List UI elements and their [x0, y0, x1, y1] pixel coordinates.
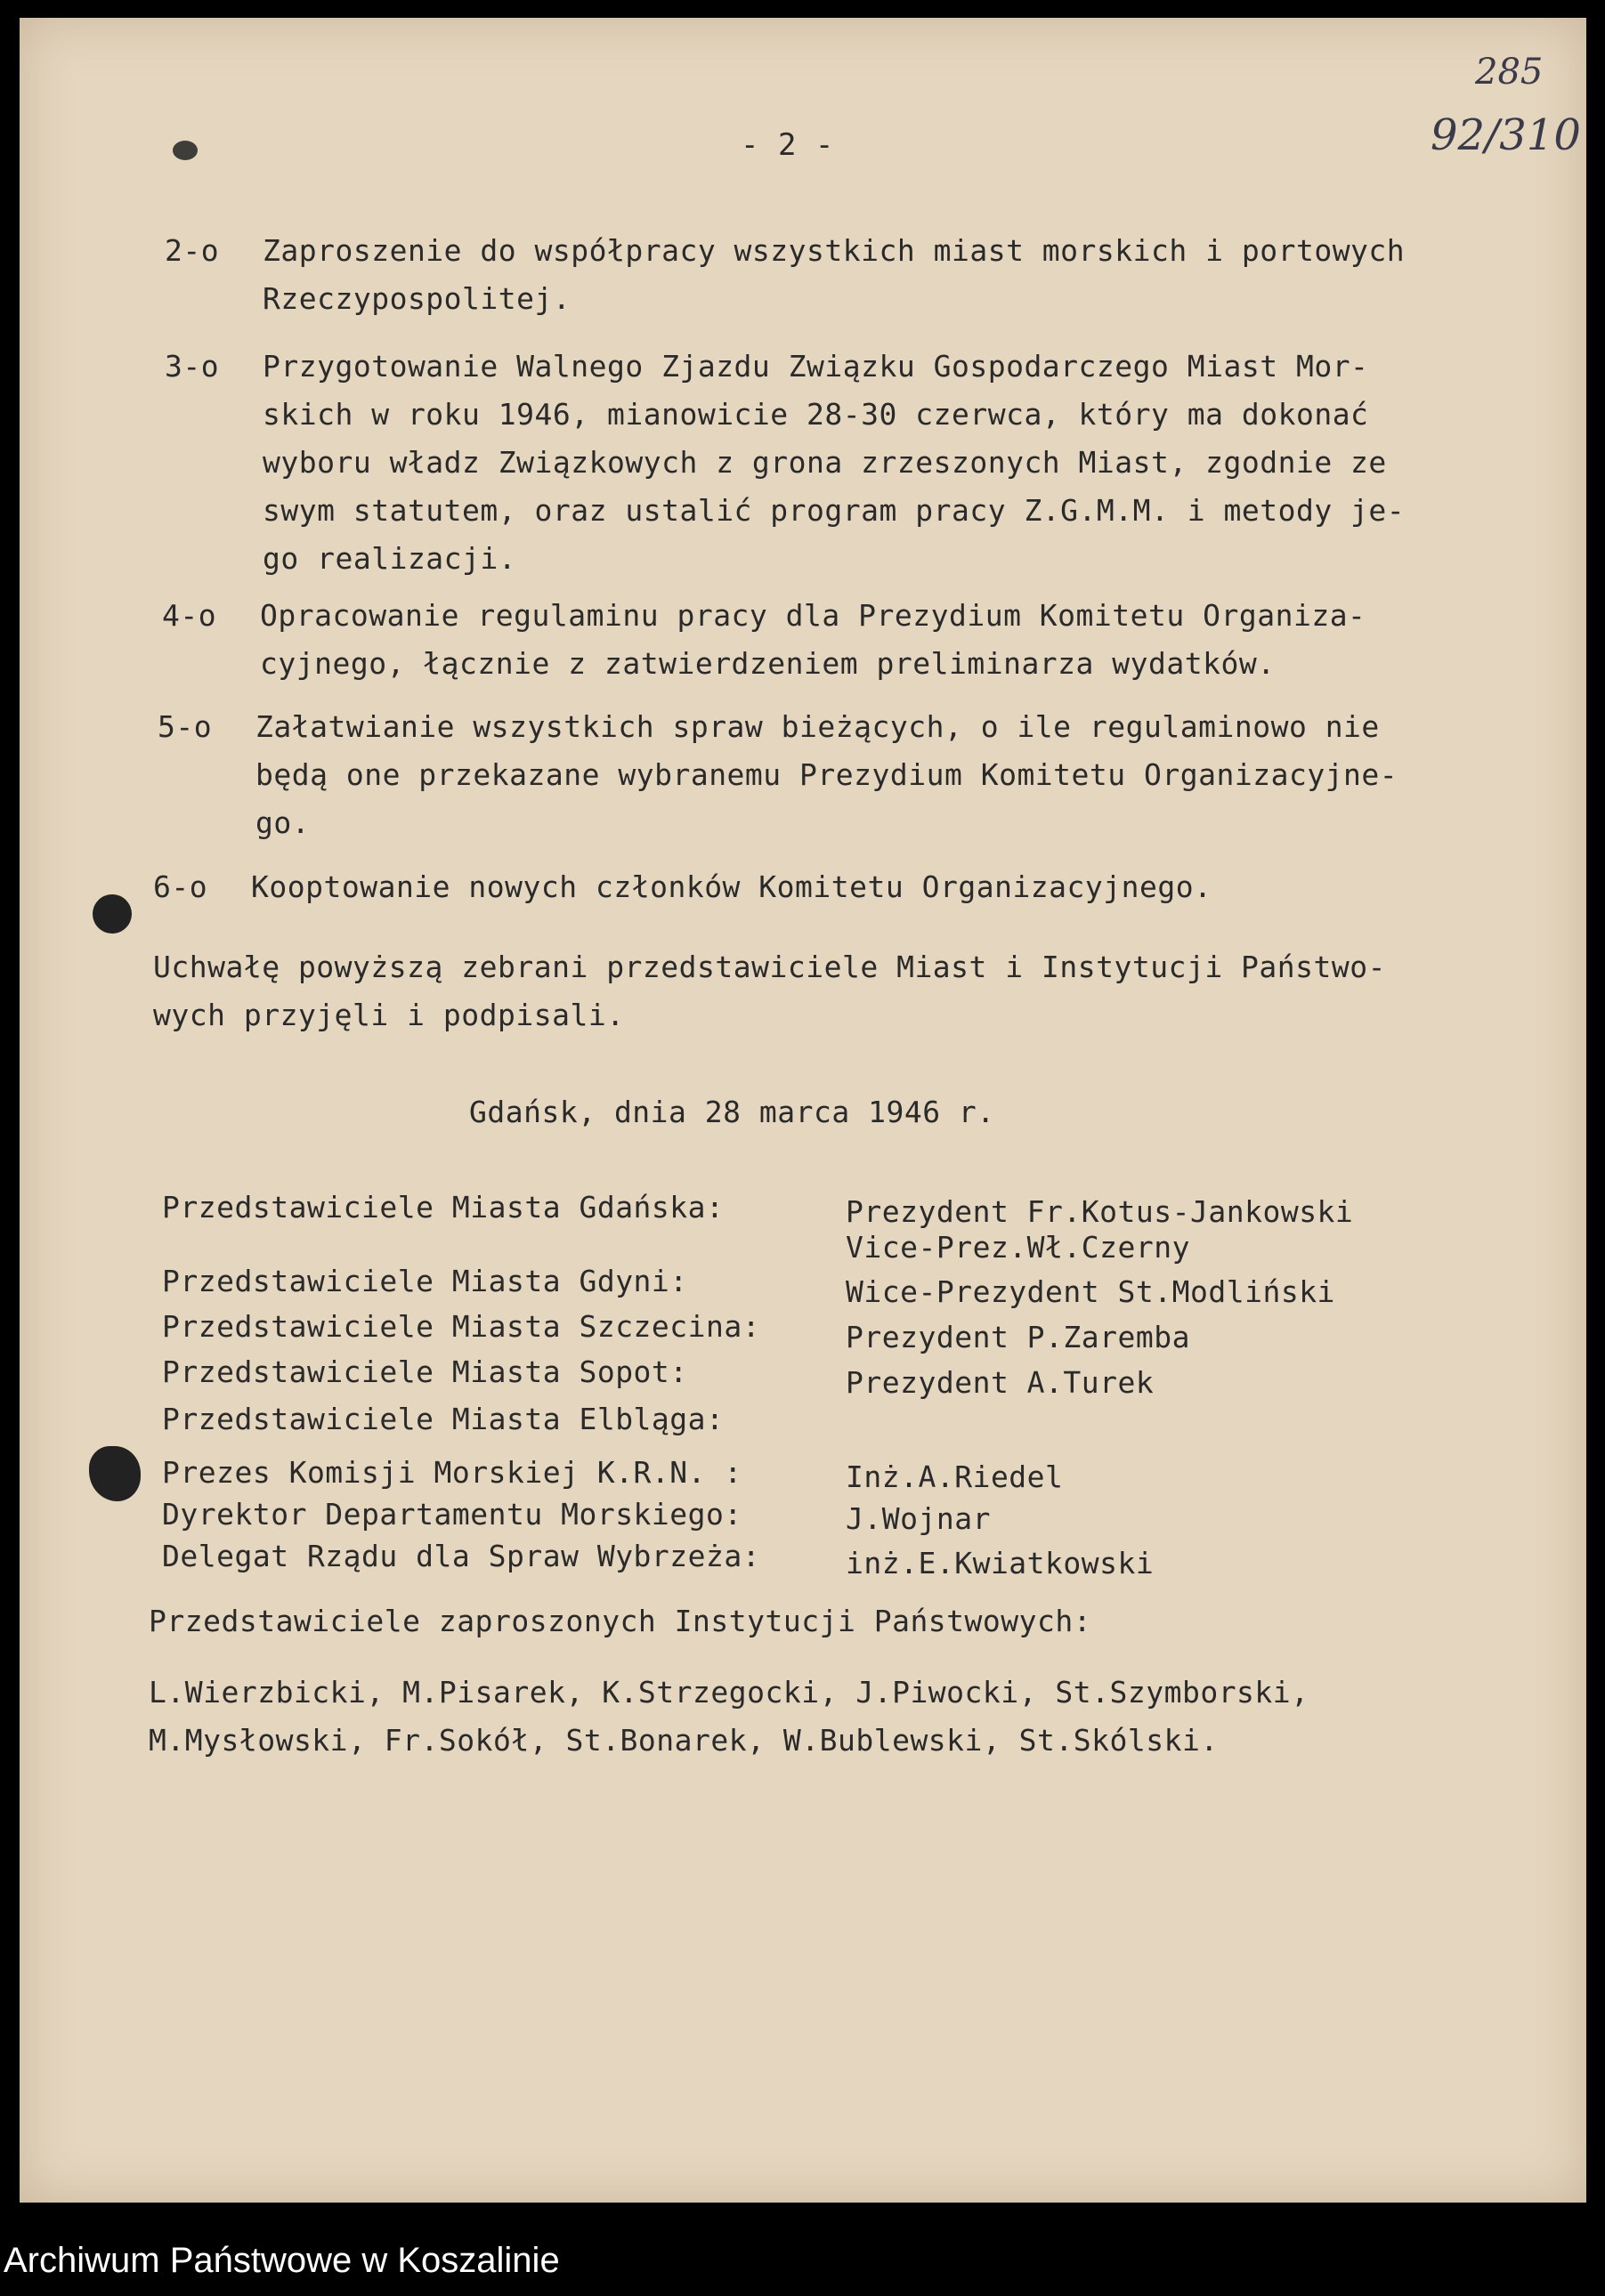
- item-line: będą one przekazane wybranemu Prezydium Komitetu Organizacyjne-: [255, 757, 1398, 792]
- item-line: Załatwianie wszystkich spraw bieżących, o ile regulaminowo nie: [255, 709, 1380, 744]
- ink-blot: [89, 1446, 141, 1501]
- item-line: cyjnego, łącznie z zatwierdzeniem preliminarza wydatków.: [260, 646, 1276, 681]
- item-number: 5-o: [158, 709, 213, 744]
- signatory-names: [846, 1194, 1353, 1265]
- signatory-role: Przedstawiciele Miasta Elbląga:: [162, 1402, 725, 1436]
- item-number: 2-o: [165, 233, 220, 268]
- signatory-name: inż.E.Kwiatkowski: [846, 1546, 1155, 1581]
- handwritten-line-2: 92/310: [1431, 110, 1581, 160]
- ink-mark: [173, 141, 198, 160]
- resolution-line: Uchwałę powyższą zebrani przedstawiciele Miast i Instytucji Państwo-: [153, 950, 1387, 984]
- handwritten-line-1: 285: [1475, 52, 1544, 93]
- item-line: Opracowanie regulaminu pracy dla Prezydium Komitetu Organiza-: [260, 598, 1366, 633]
- signatory-name: Prezydent P.Zaremba: [846, 1320, 1190, 1354]
- item-line: Przygotowanie Walnego Zjazdu Związku Gospodarczego Miast Mor-: [263, 349, 1369, 384]
- signatory-role: Przedstawiciele Miasta Sopot:: [162, 1354, 688, 1389]
- signatory-role: Delegat Rządu dla Spraw Wybrzeża:: [162, 1539, 761, 1573]
- signatory-name: Inż.A.Riedel: [846, 1459, 1064, 1494]
- item-line: Zaproszenie do współpracy wszystkich miast morskich i portowych: [263, 233, 1406, 268]
- institutions-heading: Przedstawiciele zaproszonych Instytucji Państwowych:: [149, 1604, 1092, 1638]
- item-line: wyboru władz Związkowych z grona zrzeszonych Miast, zgodnie ze: [263, 445, 1387, 480]
- institutions-line: L.Wierzbicki, M.Pisarek, K.Strzegocki, J.Piwocki, St.Szymborski,: [149, 1675, 1309, 1710]
- signatory-role: Przedstawiciele Miasta Gdańska:: [162, 1190, 725, 1225]
- document-page: [20, 18, 1586, 2203]
- resolution-paragraph: [153, 943, 1386, 1039]
- institutions-line: M.Mysłowski, Fr.Sokół, St.Bonarek, W.Bublewski, St.Skólski.: [149, 1723, 1219, 1758]
- date-place: Gdańsk, dnia 28 marca 1946 r.: [469, 1095, 995, 1129]
- ink-blot: [93, 894, 132, 934]
- signatory-role: Przedstawiciele Miasta Szczecina:: [162, 1309, 761, 1344]
- resolution-line: wych przyjęli i podpisali.: [153, 998, 625, 1032]
- item-line: go.: [255, 805, 311, 840]
- item-line: skich w roku 1946, mianowicie 28-30 czerwca, który ma dokonać: [263, 397, 1369, 432]
- signatory-name: J.Wojnar: [846, 1501, 991, 1536]
- signatory-name: Wice-Prezydent St.Modliński: [846, 1274, 1335, 1309]
- item-line: Kooptowanie nowych członków Komitetu Organizacyjnego.: [251, 869, 1212, 904]
- institutions-names: [149, 1669, 1309, 1765]
- signatory-role: Przedstawiciele Miasta Gdyni:: [162, 1264, 688, 1298]
- signatory-role: Dyrektor Departamentu Morskiego:: [162, 1497, 742, 1532]
- item-number: 3-o: [165, 349, 220, 384]
- item-number: 6-o: [153, 869, 208, 904]
- handwritten-archive-number: [1404, 52, 1581, 176]
- item-line: go realizacji.: [263, 541, 517, 576]
- item-number: 4-o: [162, 598, 217, 633]
- signatory-name: Vice-Prez.Wł.Czerny: [846, 1230, 1190, 1265]
- archive-footer: Archiwum Państwowe w Koszalinie: [0, 2225, 1605, 2296]
- signatory-name: Prezydent A.Turek: [846, 1365, 1155, 1400]
- page-number: - 2 -: [741, 127, 834, 163]
- item-line: Rzeczypospolitej.: [263, 281, 571, 316]
- signatory-role: Prezes Komisji Morskiej K.R.N. :: [162, 1455, 742, 1490]
- item-line: swym statutem, oraz ustalić program pracy Z.G.M.M. i metody je-: [263, 493, 1406, 528]
- signatory-name: Prezydent Fr.Kotus-Jankowski: [846, 1194, 1354, 1229]
